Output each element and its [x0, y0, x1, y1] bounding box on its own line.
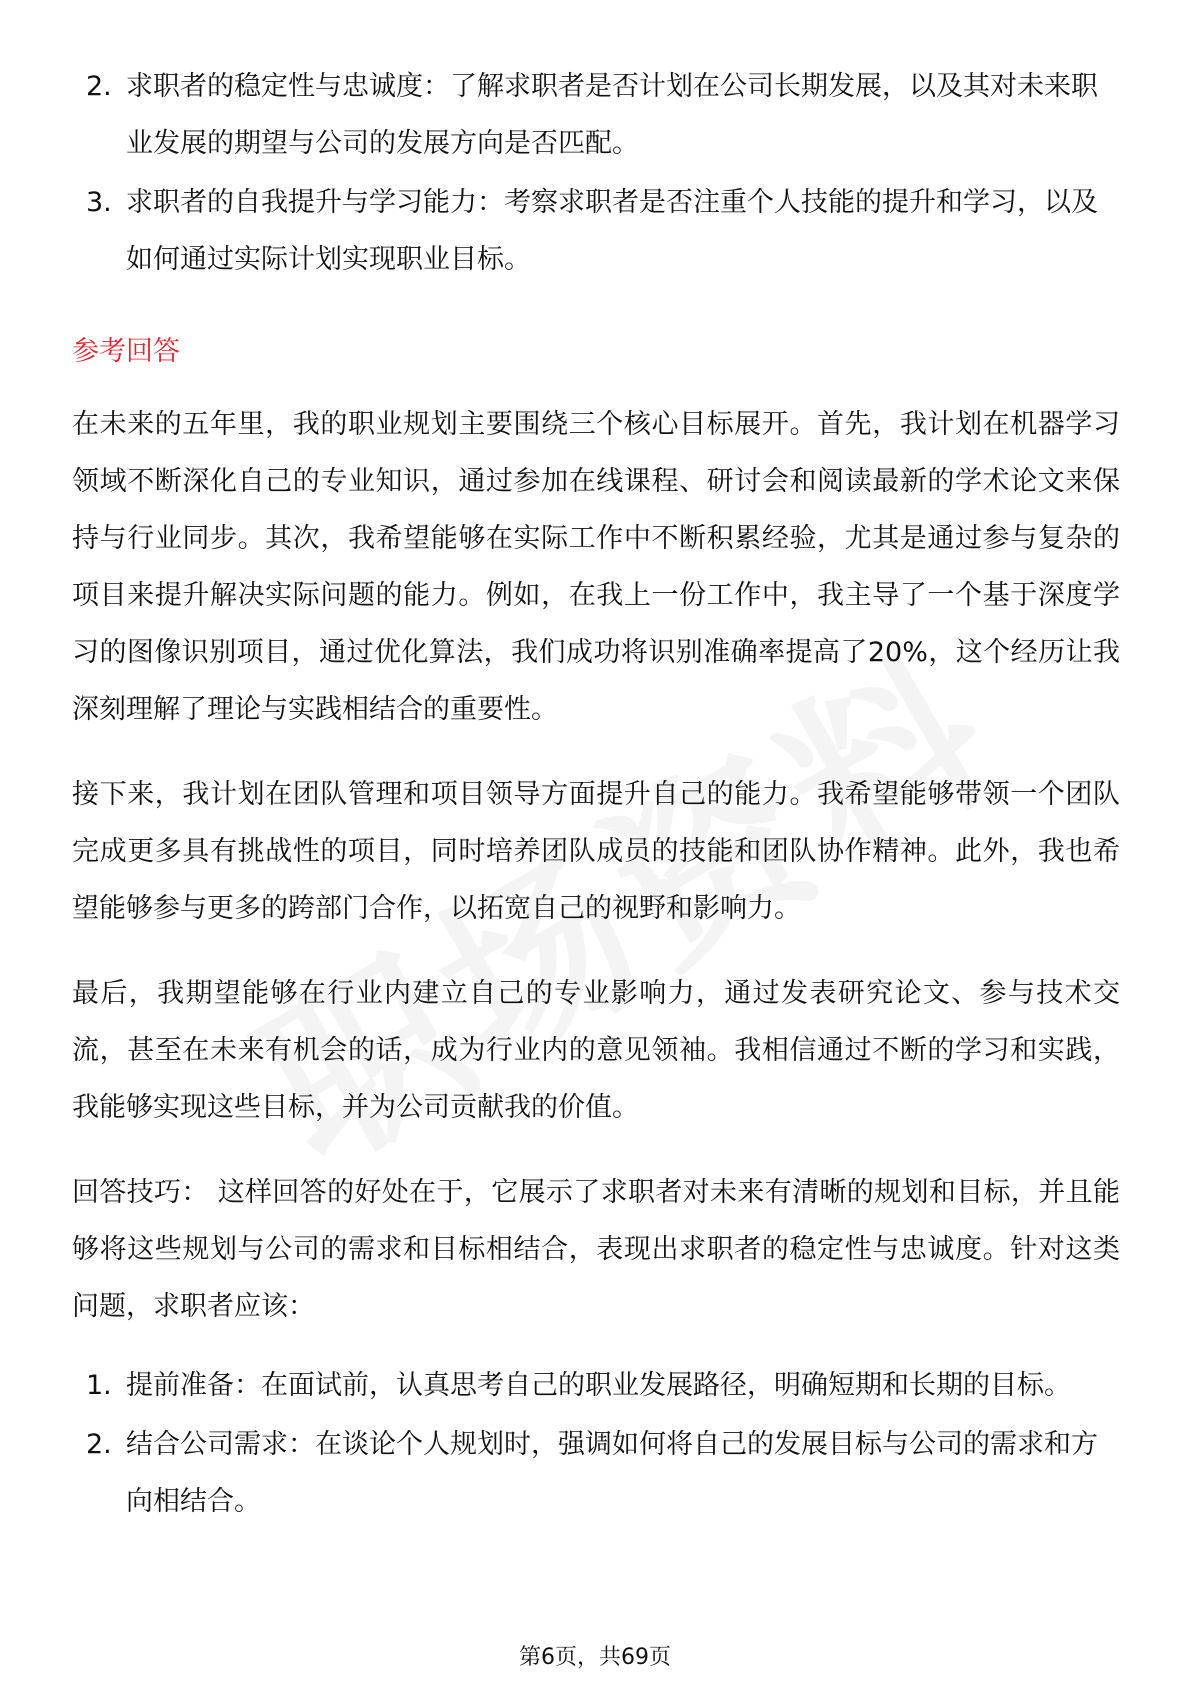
- answer-paragraph: 接下来，我计划在团队管理和项目领导方面提升自己的能力。我希望能够带领一个团队完成更多具有挑战性的项目，同时培养团队成员的技能和团队协作精神。此外，我也希望能够参与更多的跨部门合作，以拓宽自己的视野和影响力。: [72, 779, 1120, 924]
- list-text: 提前准备：在面试前，认真思考自己的职业发展路径，明确短期和长期的目标。: [126, 1370, 1071, 1401]
- criteria-list: [72, 58, 1120, 288]
- page-footer: 第6页，共69页: [519, 1645, 671, 1670]
- tips-paragraph: 回答技巧： 这样回答的好处在于，它展示了求职者对未来有清晰的规划和目标，并且能够将这些规划与公司的需求和目标相结合，表现出求职者的稳定性与忠诚度。针对这类问题，求职者应该：: [72, 1177, 1120, 1322]
- list-text: 求职者的稳定性与忠诚度：了解求职者是否计划在公司长期发展，以及其对未来职业发展的期望与公司的发展方向是否匹配。: [126, 71, 1098, 159]
- answer-paragraph: 在未来的五年里，我的职业规划主要围绕三个核心目标展开。首先，我计划在机器学习领域不断深化自己的专业知识，通过参加在线课程、研讨会和阅读最新的学术论文来保持与行业同步。其次，我希望能够在实际工作中不断积累经验，尤其是通过参与复杂的项目来提升解决实际问题的能力。例如，在我上一份工作中，我主导了一个基于深度学习的图像识别项目，通过优化算法，我们成功将识别准确率提高了20%，这个经历让我深刻理解了理论与实践相结合的重要性。: [72, 409, 1120, 725]
- list-number: 2.: [86, 1429, 112, 1460]
- list-number: 1.: [86, 1370, 112, 1401]
- section-title: 参考回答: [72, 336, 180, 367]
- list-number: 3.: [86, 187, 112, 218]
- page-content: [72, 58, 1120, 1532]
- list-text: 结合公司需求：在谈论个人规划时，强调如何将自己的发展目标与公司的需求和方向相结合。: [126, 1429, 1098, 1517]
- answer-paragraph: 最后，我期望能够在行业内建立自己的专业影响力，通过发表研究论文、参与技术交流，甚至在未来有机会的话，成为行业内的意见领袖。我相信通过不断的学习和实践，我能够实现这些目标，并为公司贡献我的价值。: [72, 978, 1120, 1123]
- list-number: 2.: [86, 71, 112, 102]
- list-item: [72, 1416, 1120, 1530]
- tips-list: [72, 1357, 1120, 1530]
- list-text: 求职者的自我提升与学习能力：考察求职者是否注重个人技能的提升和学习，以及如何通过实际计划实现职业目标。: [126, 187, 1098, 275]
- list-item: [72, 1357, 1120, 1414]
- list-item: [72, 174, 1120, 288]
- list-item: [72, 58, 1120, 172]
